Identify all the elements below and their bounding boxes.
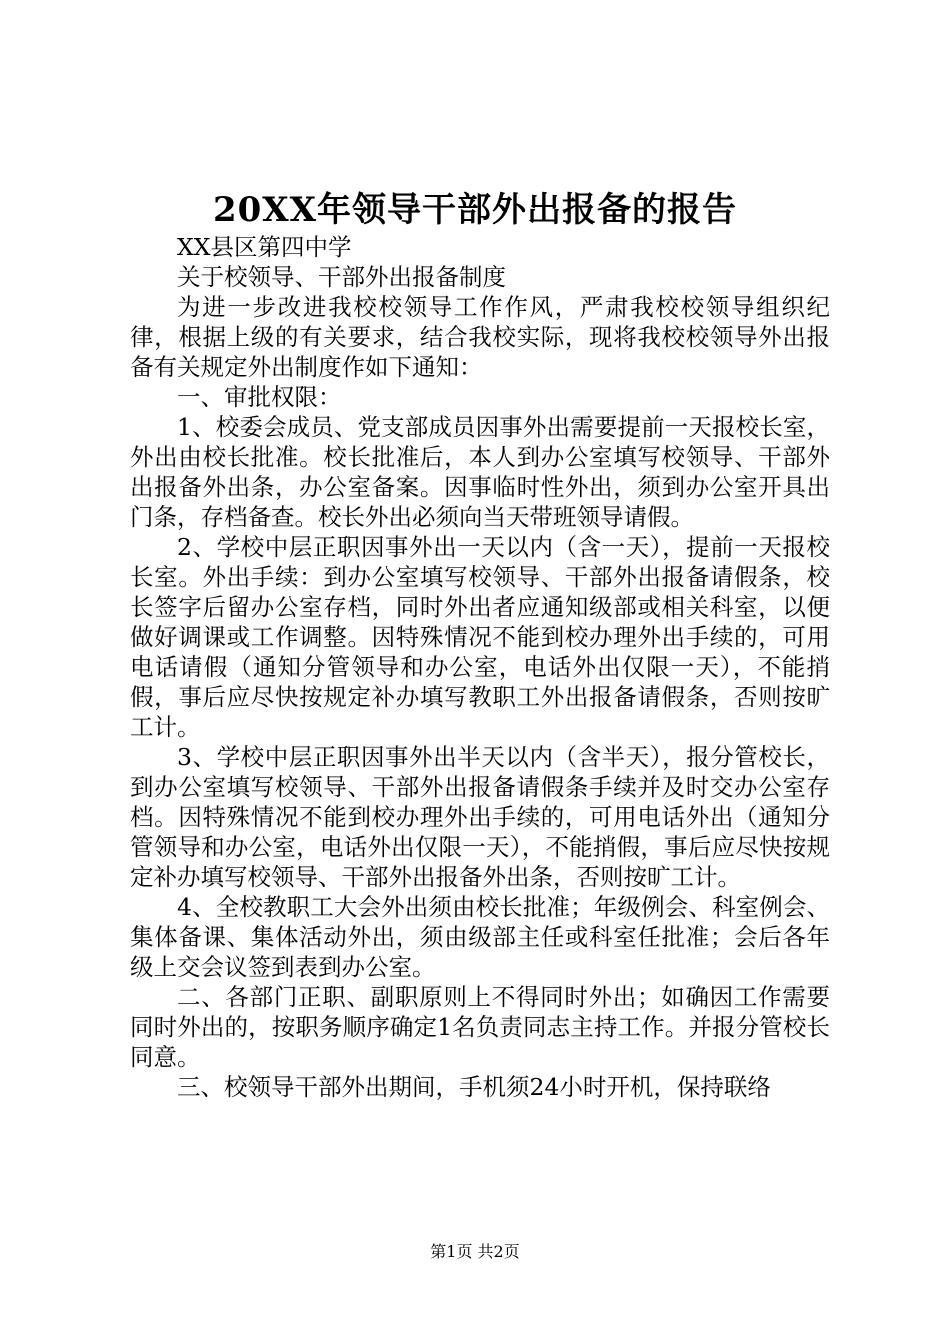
paragraph-item-3: 3、学校中层正职因事外出半天以内（含半天），报分管校长，到办公室填写校领导、干部外出报备请假条手续并及时交办公室存档。因特殊情况不能到校办理外出手续的，可用电话外出（通知分管领导和办公室，电话外出仅限一天），不能捎假，事后应尽快按规定补办填写校领导、干部外出报备外出条，否则按旷工计。 (130, 743, 830, 891)
paragraph-section-two: 二、各部门正职、副职原则上不得同时外出；如确因工作需要同时外出的，按职务顺序确定1名负责同志主持工作。并报分管校长同意。 (130, 983, 830, 1071)
paragraph-item-1: 1、校委会成员、党支部成员因事外出需要提前一天报校长室，外出由校长批准。校长批准后，本人到办公室填写校领导、干部外出报备外出条，办公室备案。因事临时性外出，须到办公室开具出门条，存档备查。校长外出必须向当天带班领导请假。 (130, 413, 830, 531)
paragraph-intro: 为进一步改进我校校领导工作作风，严肃我校校领导组织纪律，根据上级的有关要求，结合我校实际，现将我校校领导外出报备有关规定外出制度作如下通知： (130, 293, 830, 381)
document-body (130, 232, 830, 1102)
paragraph-section-one-heading: 一、审批权限： (177, 383, 342, 411)
paragraph-section-three: 三、校领导干部外出期间，手机须24小时开机，保持联络 (177, 1073, 771, 1101)
document-title: 20XX年领导干部外出报备的报告 (212, 190, 738, 230)
paragraph-regulation-title: 关于校领导、干部外出报备制度 (177, 263, 506, 291)
paragraph-item-2: 2、学校中层正职因事外出一天以内（含一天），提前一天报校长室。外出手续：到办公室填写校领导、干部外出报备请假条，校长签字后留办公室存档，同时外出者应通知级部或相关科室，以便做好调课或工作调整。因特殊情况不能到校办理外出手续的，可用电话请假（通知分管领导和办公室，电话外出仅限一天），不能捎假，事后应尽快按规定补办填写教职工外出报备请假条，否则按旷工计。 (130, 533, 830, 741)
paragraph-item-4: 4、全校教职工大会外出须由校长批准；年级例会、科室例会、集体备课、集体活动外出，须由级部主任或科室任批准；会后各年级上交会议签到表到办公室。 (130, 893, 830, 981)
page-number-footer: 第1页 共2页 (430, 1242, 520, 1261)
paragraph-school-name: XX县区第四中学 (177, 233, 352, 261)
